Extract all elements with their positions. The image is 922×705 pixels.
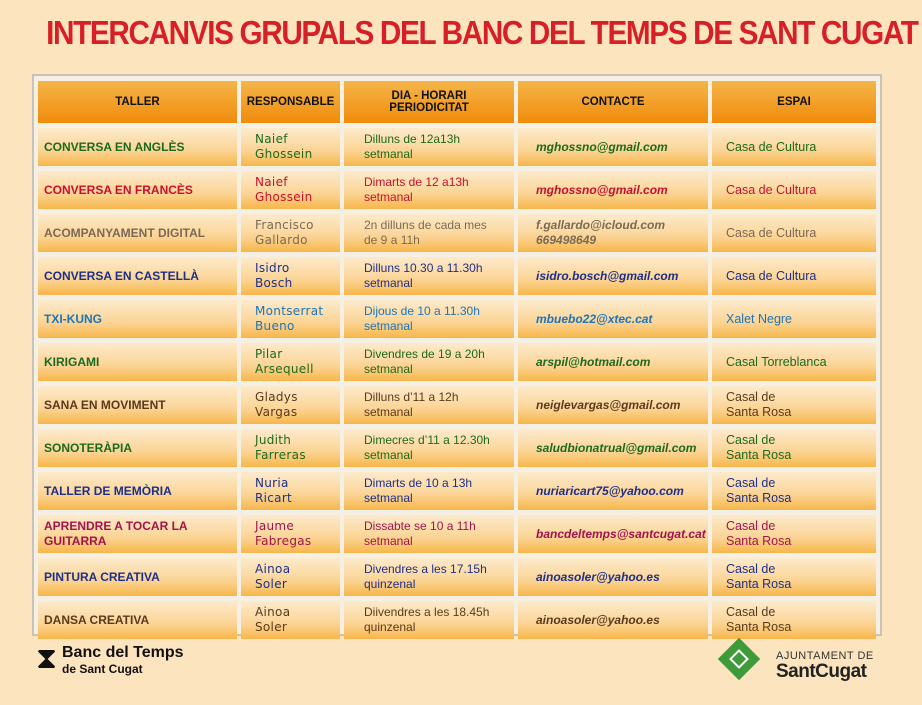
cell-responsable-text: Bosch (255, 276, 293, 290)
cell-taller-text: SANA EN MOVIMENT (44, 397, 166, 412)
cell-responsable-text: Vargas (255, 405, 298, 419)
hourglass-icon: ⧗ (36, 642, 58, 675)
cell-taller (38, 558, 237, 596)
cell-contacte (518, 601, 708, 639)
cell-dia-horari (344, 300, 514, 338)
table-row (38, 257, 876, 295)
cell-contacte (518, 343, 708, 381)
table-row (38, 343, 876, 381)
cell-espai (712, 343, 876, 381)
logo-left-line1: Banc del Temps (62, 644, 184, 661)
cell-dia-horari (344, 601, 514, 639)
cell-dia-horari-text: Dissabte se 10 a 11h (364, 519, 476, 533)
table-row (38, 171, 876, 209)
cell-responsable-text: Ainoa (255, 562, 291, 576)
header-dia-horari (344, 81, 514, 123)
cell-responsable (241, 171, 340, 209)
cell-dia-horari-text: setmanal (364, 448, 413, 462)
ajuntament-logo (718, 638, 888, 684)
cell-dia-horari-text: setmanal (364, 405, 413, 419)
logo-right-line2: SantCugat (776, 661, 867, 682)
cell-espai-text: Casal de (726, 390, 776, 404)
cell-dia-horari-text: Dimarts de 12 a13h (364, 175, 469, 189)
table-row (38, 601, 876, 639)
cell-taller-text: CONVERSA EN CASTELLÀ (44, 268, 199, 283)
cell-dia-horari-text: Dilluns 10.30 a 11.30h (364, 261, 483, 275)
cell-dia-horari-text: Diivendres a les 18.45h (364, 605, 490, 619)
cell-responsable (241, 515, 340, 553)
cell-responsable (241, 429, 340, 467)
cell-taller (38, 515, 237, 553)
cell-dia-horari (344, 558, 514, 596)
cell-espai-text: Casal de (726, 605, 776, 619)
cell-taller-text: TXI-KUNG (44, 311, 102, 326)
cell-dia-horari-text: setmanal (364, 147, 413, 161)
cell-dia-horari-text: setmanal (364, 534, 413, 548)
cell-responsable-text: Montserrat (255, 304, 324, 318)
cell-taller-text: CONVERSA EN FRANCÈS (44, 182, 193, 197)
cell-contacte-text: nuriaricart75@yahoo.com (536, 483, 684, 498)
cell-dia-horari-text: Divendres de 19 a 20h (364, 347, 485, 361)
cell-espai-text: Casal de (726, 562, 776, 576)
header-dia-line2: PERIODICITAT (389, 102, 469, 114)
cell-responsable-text: Ricart (255, 491, 293, 505)
cell-contacte (518, 472, 708, 510)
logo-right-line1: AJUNTAMENT DE (776, 650, 874, 662)
cell-espai-text: Casa de Cultura (726, 268, 817, 283)
cell-dia-horari (344, 429, 514, 467)
cell-responsable-text: Gallardo (255, 233, 308, 247)
cell-contacte-text: neiglevargas@gmail.com (536, 397, 681, 412)
cell-espai-text: Santa Rosa (726, 405, 792, 419)
cell-contacte (518, 257, 708, 295)
cell-dia-horari-text: setmanal (364, 362, 413, 376)
cell-responsable-text: Arsequell (255, 362, 314, 376)
cell-responsable-text: Soler (255, 577, 288, 591)
table-header-row (38, 81, 876, 123)
header-espai: ESPAI (712, 81, 876, 123)
cell-contacte-text: mghossno@gmail.com (536, 139, 668, 154)
cell-espai-text: Casal Torreblanca (726, 354, 827, 369)
cell-responsable (241, 128, 340, 166)
cell-taller (38, 128, 237, 166)
cell-espai-text: Santa Rosa (726, 534, 792, 548)
logo-left-line2: de Sant Cugat (62, 662, 143, 676)
cell-dia-horari (344, 257, 514, 295)
cell-contacte (518, 128, 708, 166)
table-row (38, 128, 876, 166)
cell-responsable (241, 386, 340, 424)
cell-taller-text: TALLER DE MEMÒRIA (44, 483, 172, 498)
cell-espai-text: Casal de (726, 433, 776, 447)
cell-contacte-text: f.gallardo@icloud.com (536, 218, 666, 232)
cell-espai-text: Santa Rosa (726, 448, 792, 462)
cell-responsable-text: Naief (255, 175, 288, 189)
cell-responsable (241, 601, 340, 639)
cell-contacte (518, 214, 708, 252)
cell-espai-text: Santa Rosa (726, 491, 792, 505)
cell-dia-horari-text: Divendres a les 17.15h (364, 562, 487, 576)
cell-contacte (518, 429, 708, 467)
header-taller: TALLER (38, 81, 237, 123)
cell-contacte (518, 300, 708, 338)
cell-dia-horari-text: 2n dilluns de cada mes (364, 218, 487, 232)
cell-taller (38, 386, 237, 424)
cell-dia-horari-text: Dimarts de 10 a 13h (364, 476, 473, 490)
cell-taller-text: ACOMPANYAMENT DIGITAL (44, 225, 206, 240)
cell-responsable (241, 214, 340, 252)
cell-responsable-text: Ghossein (255, 147, 313, 161)
cell-contacte-text: arspil@hotmail.com (536, 354, 651, 369)
cell-espai (712, 214, 876, 252)
cell-dia-horari-text: Dilluns de 12a13h (364, 132, 461, 146)
cell-espai-text: Xalet Negre (726, 311, 793, 326)
cell-taller (38, 472, 237, 510)
cell-espai (712, 171, 876, 209)
cell-responsable-text: Judith (255, 433, 292, 447)
cell-contacte-text: bancdeltemps@santcugat.cat (536, 526, 706, 541)
cell-taller (38, 257, 237, 295)
cell-responsable (241, 472, 340, 510)
cell-taller-text: CONVERSA EN ANGLÈS (44, 139, 185, 154)
cell-contacte-text: ainoasoler@yahoo.es (536, 612, 660, 627)
cell-espai (712, 257, 876, 295)
cell-dia-horari-text: Dijous de 10 a 11.30h (364, 304, 480, 318)
table-row (38, 515, 876, 553)
cell-dia-horari-text: quinzenal (364, 577, 416, 591)
cell-espai-text: Casa de Cultura (726, 139, 817, 154)
cell-espai (712, 429, 876, 467)
cell-responsable-text: Nuria (255, 476, 289, 490)
cell-taller-text: PINTURA CREATIVA (44, 569, 160, 584)
header-responsable: RESPONSABLE (241, 81, 340, 123)
cell-taller (38, 343, 237, 381)
cell-dia-horari (344, 472, 514, 510)
cell-responsable-text: Fabregas (255, 534, 312, 548)
cell-dia-horari (344, 171, 514, 209)
page-title: INTERCANVIS GRUPALS DEL BANC DEL TEMPS DE SANT CUGAT (46, 14, 918, 51)
cell-dia-horari-text: setmanal (364, 276, 413, 290)
cell-responsable (241, 343, 340, 381)
cell-responsable-text: Bueno (255, 319, 295, 333)
cell-dia-horari-text: Dimecres d’11 a 12.30h (364, 433, 490, 447)
cell-responsable-text: Francisco (255, 218, 314, 232)
cell-contacte-text: isidro.bosch@gmail.com (536, 268, 679, 283)
workshops-table (34, 76, 880, 644)
cell-contacte (518, 515, 708, 553)
cell-espai-text: Santa Rosa (726, 620, 792, 634)
cell-espai (712, 128, 876, 166)
cell-responsable-text: Isidro (255, 261, 290, 275)
table-row (38, 386, 876, 424)
workshops-table-frame (32, 74, 882, 636)
table-row (38, 214, 876, 252)
cell-taller-text: DANSA CREATIVA (44, 612, 150, 627)
cell-responsable-text: Soler (255, 620, 288, 634)
cell-dia-horari-text: de 9 a 11h (364, 233, 420, 247)
cell-dia-horari-text: setmanal (364, 491, 413, 505)
cell-espai-text: Casa de Cultura (726, 225, 817, 240)
cell-dia-horari (344, 343, 514, 381)
cell-responsable-text: Farreras (255, 448, 306, 462)
table-row (38, 429, 876, 467)
cell-contacte-text: mbuebo22@xtec.cat (536, 311, 653, 326)
header-contacte: CONTACTE (518, 81, 708, 123)
table-body (38, 128, 876, 639)
cell-contacte (518, 558, 708, 596)
cell-espai (712, 386, 876, 424)
cell-taller (38, 171, 237, 209)
cell-contacte-text: ainoasoler@yahoo.es (536, 569, 660, 584)
cell-responsable-text: Jaume (255, 519, 295, 533)
cell-responsable-text: Ainoa (255, 605, 291, 619)
cell-dia-horari (344, 386, 514, 424)
cell-taller (38, 214, 237, 252)
cell-dia-horari (344, 128, 514, 166)
ajuntament-diamond-icon (718, 638, 760, 680)
cell-responsable-text: Naief (255, 132, 288, 146)
cell-dia-horari (344, 515, 514, 553)
cell-espai-text: Casal de (726, 519, 776, 533)
cell-dia-horari-text: Dilluns d’11 a 12h (364, 390, 459, 404)
cell-taller-text: KIRIGAMI (44, 354, 100, 369)
cell-contacte-text: saludbionatrual@gmail.com (536, 440, 697, 455)
cell-dia-horari-text: quinzenal (364, 620, 416, 634)
cell-dia-horari-text: setmanal (364, 319, 413, 333)
cell-taller-text: SONOTERÀPIA (44, 440, 133, 455)
table-row (38, 472, 876, 510)
cell-responsable (241, 558, 340, 596)
table-row (38, 558, 876, 596)
cell-contacte (518, 386, 708, 424)
cell-responsable (241, 257, 340, 295)
cell-responsable-text: Ghossein (255, 190, 313, 204)
cell-dia-horari (344, 214, 514, 252)
cell-espai-text: Casa de Cultura (726, 182, 817, 197)
table-row (38, 300, 876, 338)
cell-espai (712, 472, 876, 510)
cell-espai-text: Casal de (726, 476, 776, 490)
cell-taller (38, 429, 237, 467)
cell-contacte-text: 669498649 (536, 233, 597, 247)
cell-responsable-text: Pilar (255, 347, 283, 361)
cell-espai (712, 300, 876, 338)
cell-responsable-text: Gladys (255, 390, 298, 404)
cell-contacte (518, 171, 708, 209)
cell-dia-horari-text: setmanal (364, 190, 413, 204)
cell-contacte-text: mghossno@gmail.com (536, 182, 668, 197)
cell-espai-text: Santa Rosa (726, 577, 792, 591)
cell-taller (38, 601, 237, 639)
cell-espai (712, 558, 876, 596)
cell-taller-text: APRENDRE A TOCAR LA GUITARRA (44, 519, 188, 548)
cell-responsable (241, 300, 340, 338)
cell-espai (712, 601, 876, 639)
cell-taller (38, 300, 237, 338)
header-dia-line1: DIA - HORARI (391, 90, 467, 102)
banc-del-temps-logo (36, 640, 196, 680)
cell-espai (712, 515, 876, 553)
